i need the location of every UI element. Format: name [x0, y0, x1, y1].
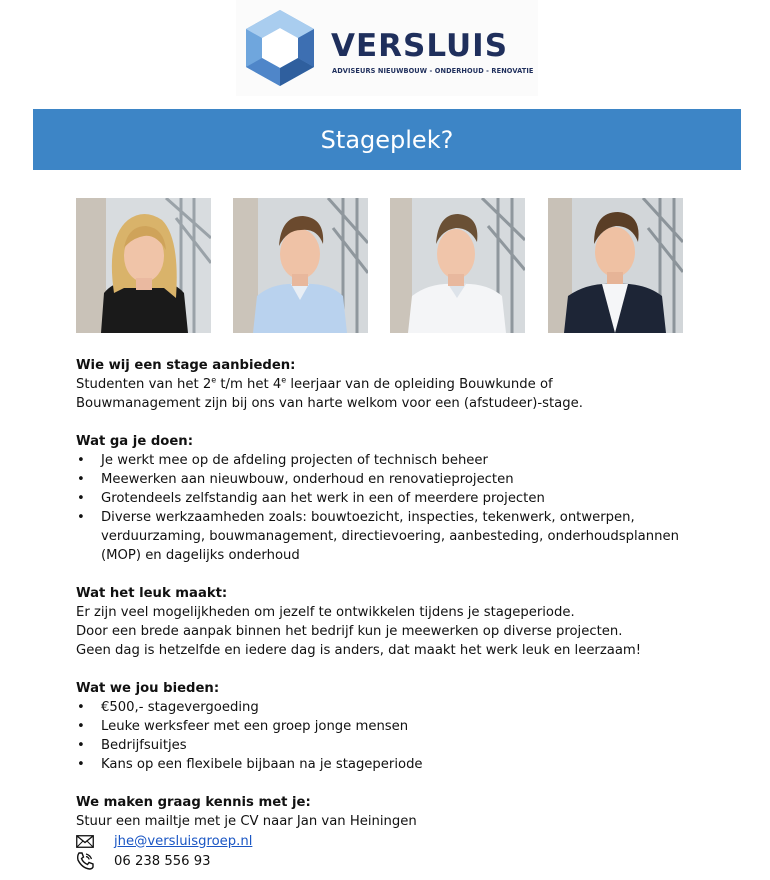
hexagon-logo-icon: [244, 8, 316, 88]
contact-phone-row: [76, 851, 736, 871]
page-title: Stageplek?: [320, 125, 454, 154]
team-photo-3: [390, 198, 525, 333]
section-tasks: [76, 432, 736, 565]
section-heading-offer: Wie wij een stage aanbieden:: [76, 358, 296, 373]
contact-email-row: [76, 831, 736, 851]
phone-icon: [76, 852, 114, 870]
fun-text-line: Door een brede aanpak binnen het bedrijf kun je meewerken op diverse projecten.: [76, 624, 623, 639]
offer-text-line-2: Bouwmanagement zijn bij ons van harte welkom voor een (afstudeer)-stage.: [76, 396, 583, 411]
company-logo: [236, 0, 538, 96]
list-item: • €500,- stagevergoeding: [101, 698, 736, 717]
list-item: • Leuke werksfeer met een groep jonge mensen: [101, 717, 736, 736]
list-item: • Meewerken aan nieuwbouw, onderhoud en renovatieprojecten: [101, 470, 736, 489]
section-contact: [76, 793, 736, 871]
section-offer: [76, 356, 736, 413]
section-heading-benefits: Wat we jou bieden:: [76, 681, 220, 696]
vacancy-content: [76, 356, 736, 871]
team-photo-4: [548, 198, 683, 333]
contact-intro: Stuur een mailtje met je CV naar Jan van Heiningen: [76, 814, 417, 829]
logo-wordmark: VERSLUIS: [331, 28, 509, 64]
team-photo-2: [233, 198, 368, 333]
list-item: • Je werkt mee op de afdeling projecten of technisch beheer: [101, 451, 736, 470]
team-photo-1: [76, 198, 211, 333]
list-item: • Diverse werkzaamheden zoals: bouwtoezicht, inspecties, tekenwerk, ontwerpen, verduurzaming, bouwmanagement, directievoering, aanbesteding, onderhoudsplannen (MOP) en dagelijks onderhoud: [101, 508, 736, 565]
team-photos: [0, 198, 770, 333]
section-benefits: [76, 679, 736, 774]
title-banner: [33, 109, 741, 170]
logo-tagline: ADVISEURS NIEUWBOUW - ONDERHOUD - RENOVATIE: [332, 67, 534, 75]
envelope-icon: [76, 835, 114, 848]
phone-number[interactable]: 06 238 556 93: [114, 853, 211, 869]
email-link[interactable]: jhe@versluisgroep.nl: [114, 833, 253, 849]
offer-text-line-1: Studenten van het 2e t/m het 4e leerjaar van de opleiding Bouwkunde of: [76, 375, 553, 392]
list-item: • Bedrijfsuitjes: [101, 736, 736, 755]
list-item: • Kans op een flexibele bijbaan na je stageperiode: [101, 755, 736, 774]
section-heading-contact: We maken graag kennis met je:: [76, 795, 311, 810]
section-heading-fun: Wat het leuk maakt:: [76, 586, 228, 601]
fun-text-line: Er zijn veel mogelijkheden om jezelf te ontwikkelen tijdens je stageperiode.: [76, 605, 575, 620]
list-item: • Grotendeels zelfstandig aan het werk in een of meerdere projecten: [101, 489, 736, 508]
fun-text-line: Geen dag is hetzelfde en iedere dag is anders, dat maakt het werk leuk en leerzaam!: [76, 643, 642, 658]
section-fun: [76, 584, 736, 660]
section-heading-tasks: Wat ga je doen:: [76, 434, 193, 449]
benefits-list: [76, 698, 736, 774]
tasks-list: [76, 451, 736, 565]
